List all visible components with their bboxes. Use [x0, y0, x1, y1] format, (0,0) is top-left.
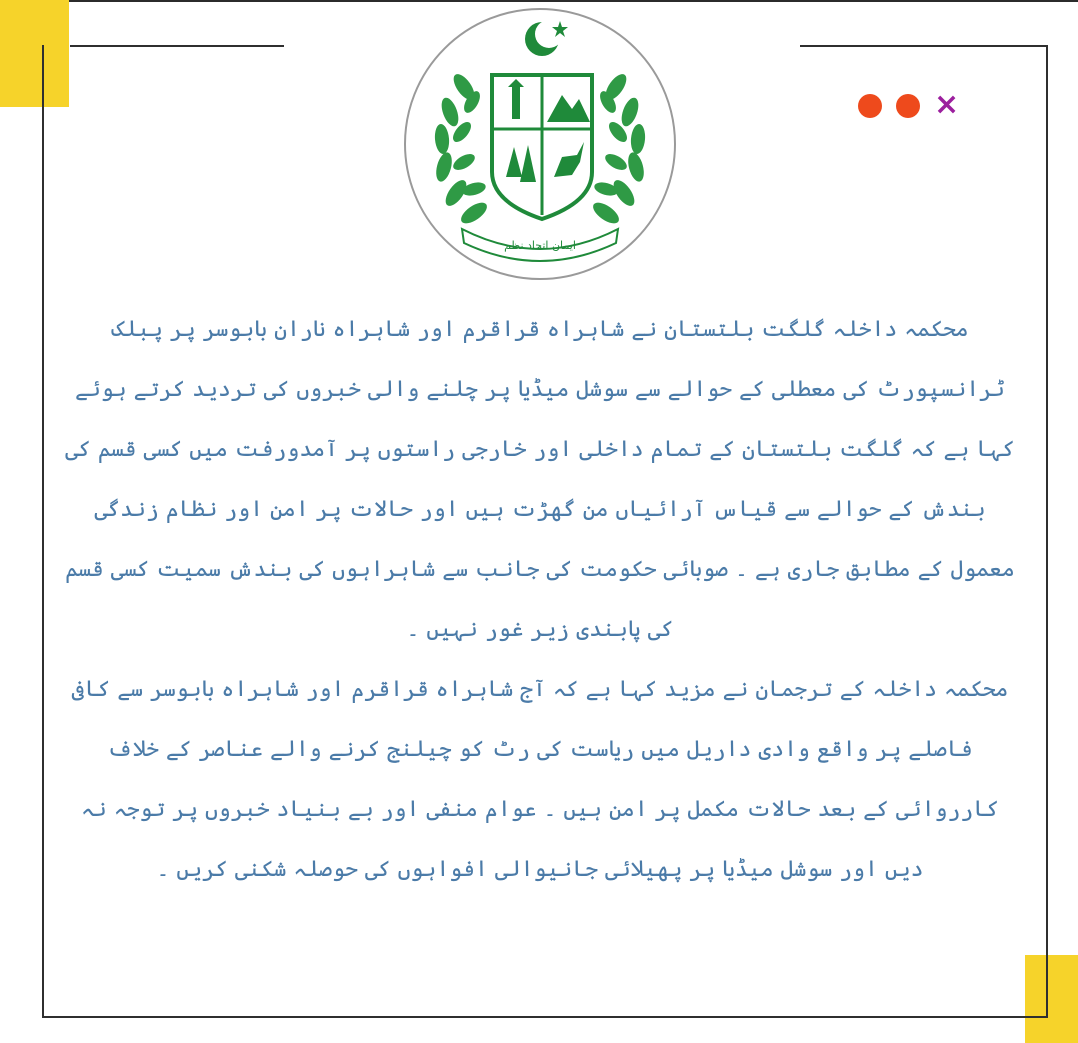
orange-dot-icon[interactable] — [896, 94, 920, 118]
close-icon[interactable]: × — [934, 87, 960, 122]
government-emblem-icon — [402, 7, 678, 281]
frame-line-top-left — [70, 45, 284, 47]
frame-line-right — [1046, 45, 1048, 1018]
orange-dot-icon[interactable] — [858, 94, 882, 118]
statement-paragraph-1: محکمہ داخلہ گلگت بلتستان نے شاہراہ قراقرم اور شاہراہ ناران بابوسر پر پبلک ٹرانسپورٹ کی معطلی کے حوالے سے سوشل میڈیا پر چلنے والی خبروں کی تردید کرتے ہوئے کہا ہے کہ گلگت بلتستان کے تمام داخلی اور خارجی راستوں پر آمدورفت میں کسی قسم کی بندش کے حوالے سے قیاس آرائیاں من گھڑت ہیں اور حالات پر امن اور نظام زندگی معمول کے مطابق جاری ہے ۔ صوبائی حکومت کی جانب سے شاہراہوں کی بندش سمیت کسی قسم کی پابندی زیر غور نہیں ۔ — [65, 317, 1015, 642]
outer-top-border — [0, 0, 1078, 2]
statement-body — [62, 300, 1018, 900]
frame-line-top-right — [800, 45, 1048, 47]
corner-accent-bottom-right — [1025, 955, 1078, 1043]
corner-accent-top-left — [0, 0, 69, 107]
statement-paragraph-2: محکمہ داخلہ کے ترجمان نے مزید کہا ہے کہ آج شاہراہ قراقرم اور شاہراہ بابوسر سے کافی فاصلے پر واقع وادی داریل میں ریاست کی رٹ کو چیلنج کرنے والے عناصر کے خلاف کارروائی کے بعد حالات مکمل پر امن ہیں ۔ عوام منفی اور بے بنیاد خبروں پر توجہ نہ دیں اور سوشل میڈیا پر پھیلائی جانیوالی افواہوں کی حوصلہ شکنی کریں ۔ — [71, 677, 1009, 882]
emblem-motto: ایمان اتحاد نظم — [504, 239, 576, 252]
frame-line-left — [42, 45, 44, 1018]
window-controls — [855, 87, 970, 122]
frame-line-bottom — [42, 1016, 1048, 1018]
